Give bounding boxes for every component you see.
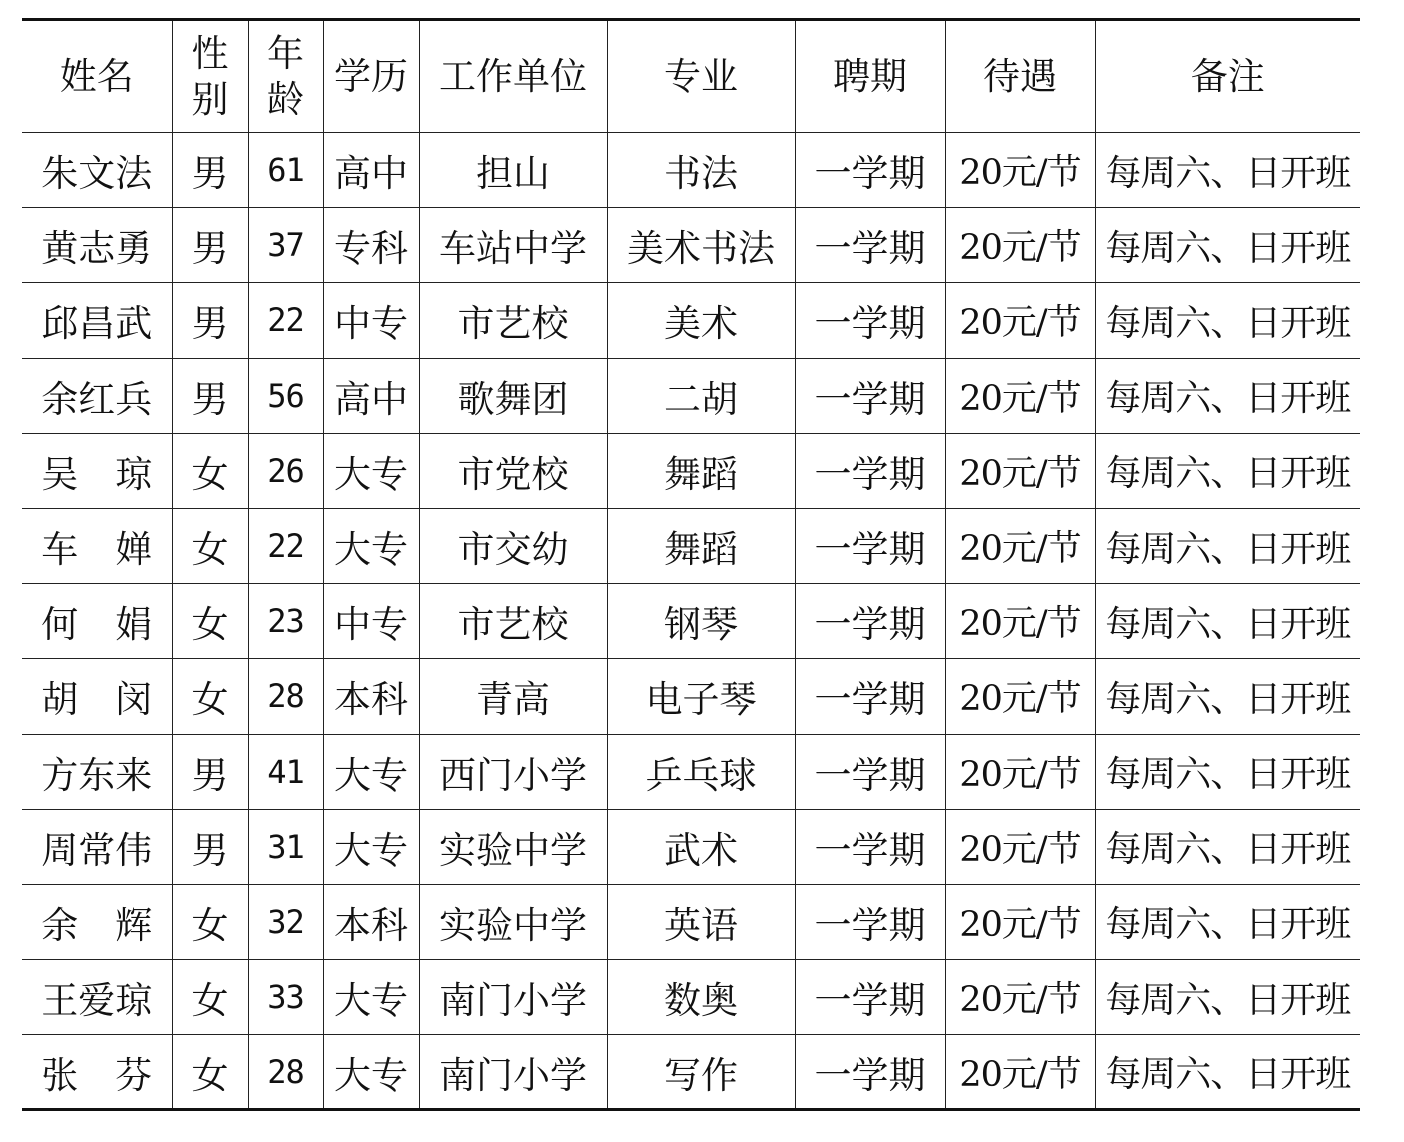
table-row [22, 584, 1360, 659]
cell-age: 61 [248, 133, 323, 208]
table-row [22, 659, 1360, 734]
cell-pay: 20元/节 [945, 809, 1095, 884]
cell-term: 一学期 [795, 208, 945, 283]
cell-name: 张 芬 [22, 1035, 172, 1110]
cell-education: 大专 [323, 1035, 419, 1110]
cell-education: 中专 [323, 283, 419, 358]
cell-workplace: 市党校 [419, 433, 607, 508]
cell-age: 23 [248, 584, 323, 659]
cell-pay: 20元/节 [945, 960, 1095, 1035]
header-note: 备注 [1095, 20, 1360, 133]
cell-specialty: 二胡 [607, 358, 795, 433]
cell-gender: 女 [172, 960, 248, 1035]
header-age-line1: 年 [267, 31, 304, 75]
cell-education: 本科 [323, 659, 419, 734]
cell-name: 胡 闵 [22, 659, 172, 734]
teacher-table-sheet [22, 18, 1360, 1111]
cell-specialty: 美术书法 [607, 208, 795, 283]
cell-name: 何 娟 [22, 584, 172, 659]
cell-note: 每周六、日开班 [1095, 283, 1360, 358]
header-gender-line1: 性 [191, 31, 229, 75]
cell-pay: 20元/节 [945, 433, 1095, 508]
cell-note: 每周六、日开班 [1095, 884, 1360, 959]
cell-workplace: 南门小学 [419, 960, 607, 1035]
cell-term: 一学期 [795, 133, 945, 208]
cell-specialty: 美术 [607, 283, 795, 358]
header-gender [172, 20, 248, 133]
cell-workplace: 市艺校 [419, 283, 607, 358]
cell-age: 56 [248, 358, 323, 433]
table-row [22, 133, 1360, 208]
cell-pay: 20元/节 [945, 734, 1095, 809]
cell-pay: 20元/节 [945, 1035, 1095, 1110]
header-specialty: 专业 [607, 20, 795, 133]
cell-term: 一学期 [795, 1035, 945, 1110]
cell-specialty: 书法 [607, 133, 795, 208]
cell-workplace: 担山 [419, 133, 607, 208]
cell-pay: 20元/节 [945, 358, 1095, 433]
cell-education: 大专 [323, 960, 419, 1035]
cell-education: 大专 [323, 809, 419, 884]
cell-term: 一学期 [795, 960, 945, 1035]
cell-pay: 20元/节 [945, 659, 1095, 734]
cell-specialty: 舞蹈 [607, 433, 795, 508]
cell-age: 37 [248, 208, 323, 283]
cell-specialty: 英语 [607, 884, 795, 959]
table-row [22, 508, 1360, 583]
cell-specialty: 武术 [607, 809, 795, 884]
cell-note: 每周六、日开班 [1095, 734, 1360, 809]
table-header-row [22, 20, 1360, 133]
cell-age: 33 [248, 960, 323, 1035]
cell-name: 吴 琼 [22, 433, 172, 508]
header-name: 姓名 [22, 20, 172, 133]
cell-education: 大专 [323, 734, 419, 809]
cell-term: 一学期 [795, 283, 945, 358]
cell-name: 王爱琼 [22, 960, 172, 1035]
cell-workplace: 西门小学 [419, 734, 607, 809]
header-education: 学历 [323, 20, 419, 133]
table-row [22, 809, 1360, 884]
cell-name: 朱文法 [22, 133, 172, 208]
cell-specialty: 写作 [607, 1035, 795, 1110]
cell-workplace: 青高 [419, 659, 607, 734]
cell-specialty: 乒乓球 [607, 734, 795, 809]
cell-specialty: 数奥 [607, 960, 795, 1035]
cell-education: 高中 [323, 358, 419, 433]
cell-term: 一学期 [795, 734, 945, 809]
table-row [22, 884, 1360, 959]
cell-education: 专科 [323, 208, 419, 283]
cell-term: 一学期 [795, 508, 945, 583]
cell-gender: 男 [172, 358, 248, 433]
cell-specialty: 钢琴 [607, 584, 795, 659]
cell-note: 每周六、日开班 [1095, 433, 1360, 508]
cell-workplace: 实验中学 [419, 809, 607, 884]
header-pay: 待遇 [945, 20, 1095, 133]
cell-gender: 男 [172, 734, 248, 809]
cell-age: 26 [248, 433, 323, 508]
cell-note: 每周六、日开班 [1095, 208, 1360, 283]
cell-note: 每周六、日开班 [1095, 358, 1360, 433]
cell-term: 一学期 [795, 584, 945, 659]
cell-education: 中专 [323, 584, 419, 659]
cell-specialty: 舞蹈 [607, 508, 795, 583]
table-row [22, 1035, 1360, 1110]
cell-gender: 男 [172, 208, 248, 283]
cell-gender: 男 [172, 283, 248, 358]
cell-workplace: 实验中学 [419, 884, 607, 959]
cell-pay: 20元/节 [945, 133, 1095, 208]
cell-name: 邱昌武 [22, 283, 172, 358]
cell-term: 一学期 [795, 884, 945, 959]
cell-term: 一学期 [795, 809, 945, 884]
cell-pay: 20元/节 [945, 584, 1095, 659]
cell-age: 32 [248, 884, 323, 959]
cell-age: 28 [248, 659, 323, 734]
cell-education: 大专 [323, 433, 419, 508]
teacher-roster-table [22, 18, 1360, 1111]
cell-gender: 男 [172, 133, 248, 208]
cell-workplace: 车站中学 [419, 208, 607, 283]
cell-gender: 女 [172, 659, 248, 734]
cell-education: 本科 [323, 884, 419, 959]
cell-note: 每周六、日开班 [1095, 133, 1360, 208]
table-row [22, 433, 1360, 508]
cell-pay: 20元/节 [945, 884, 1095, 959]
cell-gender: 女 [172, 884, 248, 959]
table-row [22, 208, 1360, 283]
cell-pay: 20元/节 [945, 208, 1095, 283]
cell-workplace: 市艺校 [419, 584, 607, 659]
cell-note: 每周六、日开班 [1095, 809, 1360, 884]
cell-note: 每周六、日开班 [1095, 508, 1360, 583]
cell-specialty: 电子琴 [607, 659, 795, 734]
cell-education: 大专 [323, 508, 419, 583]
cell-term: 一学期 [795, 659, 945, 734]
table-row [22, 960, 1360, 1035]
cell-age: 31 [248, 809, 323, 884]
cell-age: 22 [248, 508, 323, 583]
cell-note: 每周六、日开班 [1095, 659, 1360, 734]
cell-name: 余红兵 [22, 358, 172, 433]
table-row [22, 358, 1360, 433]
cell-age: 28 [248, 1035, 323, 1110]
cell-term: 一学期 [795, 433, 945, 508]
cell-gender: 男 [172, 809, 248, 884]
cell-age: 22 [248, 283, 323, 358]
cell-name: 余 辉 [22, 884, 172, 959]
cell-name: 车 婵 [22, 508, 172, 583]
cell-name: 黄志勇 [22, 208, 172, 283]
cell-workplace: 歌舞团 [419, 358, 607, 433]
header-gender-line2: 别 [191, 77, 229, 121]
table-row [22, 734, 1360, 809]
header-age [248, 20, 323, 133]
cell-education: 高中 [323, 133, 419, 208]
cell-age: 41 [248, 734, 323, 809]
header-workplace: 工作单位 [419, 20, 607, 133]
cell-workplace: 市交幼 [419, 508, 607, 583]
table-body [22, 133, 1360, 1110]
header-age-line2: 龄 [267, 77, 304, 121]
table-row [22, 283, 1360, 358]
cell-pay: 20元/节 [945, 283, 1095, 358]
cell-gender: 女 [172, 584, 248, 659]
cell-term: 一学期 [795, 358, 945, 433]
cell-workplace: 南门小学 [419, 1035, 607, 1110]
cell-note: 每周六、日开班 [1095, 1035, 1360, 1110]
cell-note: 每周六、日开班 [1095, 960, 1360, 1035]
cell-gender: 女 [172, 433, 248, 508]
cell-gender: 女 [172, 508, 248, 583]
cell-name: 方东来 [22, 734, 172, 809]
cell-note: 每周六、日开班 [1095, 584, 1360, 659]
header-term: 聘期 [795, 20, 945, 133]
cell-pay: 20元/节 [945, 508, 1095, 583]
cell-name: 周常伟 [22, 809, 172, 884]
cell-gender: 女 [172, 1035, 248, 1110]
